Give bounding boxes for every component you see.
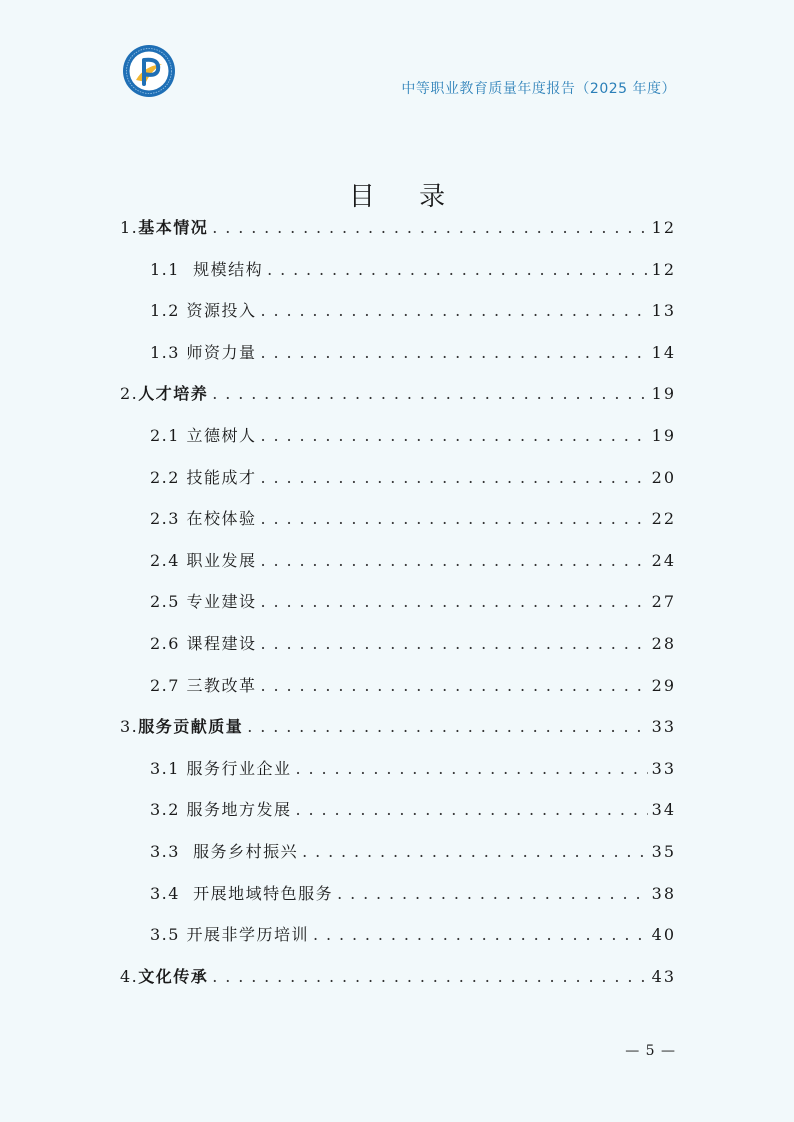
toc-entry-label: 基本情况 <box>138 218 209 237</box>
toc-entry-label: 服务乡村振兴 <box>179 841 299 861</box>
dot-leader <box>261 581 648 623</box>
toc-chapter-entry[interactable] <box>120 956 676 998</box>
toc-entry-number: 2.5 <box>150 592 180 612</box>
toc-entry-page: 27 <box>651 592 676 612</box>
toc-entry-page: 34 <box>651 800 676 820</box>
toc-entry-page: 33 <box>651 758 676 778</box>
toc-section-entry[interactable] <box>120 748 676 790</box>
toc-entry-number: 3.2 <box>150 800 180 820</box>
toc-section-entry[interactable] <box>120 457 676 499</box>
toc-section-entry[interactable] <box>120 290 676 332</box>
dot-leader <box>261 415 648 457</box>
dot-leader <box>267 249 648 291</box>
toc-chapter-entry[interactable] <box>120 207 676 249</box>
toc-entry-page: 28 <box>651 633 676 653</box>
toc-entry-number: 3.5 <box>150 925 180 945</box>
dot-leader <box>261 457 648 499</box>
toc-section-entry[interactable] <box>120 581 676 623</box>
toc-section-entry[interactable] <box>120 873 676 915</box>
dot-leader <box>261 540 648 582</box>
toc-entry-number: 2.4 <box>150 550 180 570</box>
toc-entry-label: 课程建设 <box>179 633 257 653</box>
toc-entry-label: 规模结构 <box>179 259 264 279</box>
toc-entry-label: 师资力量 <box>179 342 257 362</box>
toc-entry-page: 12 <box>651 218 676 237</box>
toc-entry-page: 29 <box>651 675 676 695</box>
toc-entry-page: 22 <box>651 509 676 529</box>
toc-entry-page: 13 <box>651 301 676 321</box>
school-emblem-icon <box>122 44 176 98</box>
toc-entry-label: 开展地域特色服务 <box>179 883 334 903</box>
dot-leader <box>261 290 648 332</box>
toc-entry-number: 2.6 <box>150 633 180 653</box>
toc-section-entry[interactable] <box>120 789 676 831</box>
toc-section-entry[interactable] <box>120 540 676 582</box>
toc-section-entry[interactable] <box>120 665 676 707</box>
dot-leader <box>212 373 647 415</box>
toc-entry-page: 20 <box>651 467 676 487</box>
toc-entry-label: 服务地方发展 <box>179 800 292 820</box>
dot-leader <box>337 873 648 915</box>
toc-entry-number: 1.3 <box>150 342 180 362</box>
dot-leader <box>261 498 648 540</box>
toc-section-entry[interactable] <box>120 332 676 374</box>
toc-entry-label: 服务贡献质量 <box>138 717 244 737</box>
toc-entry-page: 38 <box>651 883 676 903</box>
report-header-title: 中等职业教育质量年度报告（2025 年度） <box>401 81 676 97</box>
toc-entry-label: 资源投入 <box>179 301 257 321</box>
toc-entry-page: 40 <box>651 925 676 945</box>
dot-leader <box>261 623 648 665</box>
toc-section-entry[interactable] <box>120 249 676 291</box>
toc-entry-page: 43 <box>651 966 676 986</box>
toc-entry-number: 3.4 <box>150 883 180 903</box>
toc-entry-label: 立德树人 <box>179 425 257 445</box>
toc-entry-page: 19 <box>651 384 676 404</box>
toc-entry-page: 12 <box>651 259 676 279</box>
dot-leader <box>247 706 647 748</box>
toc-chapter-entry[interactable] <box>120 706 676 748</box>
dot-leader <box>261 332 648 374</box>
toc-entry-label: 技能成才 <box>179 467 257 487</box>
dot-leader <box>296 789 648 831</box>
toc-entry-number: 3.1 <box>150 758 180 778</box>
toc-section-entry[interactable] <box>120 415 676 457</box>
toc-section-entry[interactable] <box>120 914 676 956</box>
toc-entry-number: 2.1 <box>150 425 180 445</box>
toc-entry-page: 33 <box>651 717 676 737</box>
toc-entry-label: 职业发展 <box>179 550 257 570</box>
toc-entry-number: 2.3 <box>150 509 180 529</box>
dot-leader <box>261 665 648 707</box>
toc-entry-number: 1.1 <box>150 259 180 279</box>
toc-entry-label: 专业建设 <box>179 592 257 612</box>
dot-leader <box>313 914 648 956</box>
toc-entry-page: 35 <box>651 841 676 861</box>
dot-leader <box>212 956 647 998</box>
toc-entry-number: 2.7 <box>150 675 180 695</box>
toc-entry-label: 文化传承 <box>138 966 209 986</box>
toc-entry-number: 4. <box>120 966 139 986</box>
toc-entry-number: 2. <box>120 384 139 404</box>
toc-section-entry[interactable] <box>120 831 676 873</box>
toc-entry-label: 三教改革 <box>179 675 257 695</box>
toc-entry-number: 1. <box>120 218 139 237</box>
toc-entry-page: 24 <box>651 550 676 570</box>
toc-entry-label: 开展非学历培训 <box>179 925 310 945</box>
toc-entry-label: 服务行业企业 <box>179 758 292 778</box>
toc-entry-number: 3.3 <box>150 841 180 861</box>
dot-leader <box>212 207 647 249</box>
dot-leader <box>302 831 648 873</box>
table-of-contents <box>120 207 676 997</box>
toc-section-entry[interactable] <box>120 498 676 540</box>
page-number: — 5 — <box>625 1043 676 1059</box>
toc-title: 目 录 <box>348 182 464 212</box>
toc-entry-page: 19 <box>651 425 676 445</box>
toc-entry-number: 3. <box>120 717 139 737</box>
toc-entry-label: 在校体验 <box>179 509 257 529</box>
dot-leader <box>296 748 648 790</box>
toc-entry-number: 2.2 <box>150 467 180 487</box>
toc-entry-label: 人才培养 <box>138 384 209 404</box>
toc-section-entry[interactable] <box>120 623 676 665</box>
toc-entry-number: 1.2 <box>150 301 180 321</box>
toc-entry-page: 14 <box>651 342 676 362</box>
toc-chapter-entry[interactable] <box>120 373 676 415</box>
